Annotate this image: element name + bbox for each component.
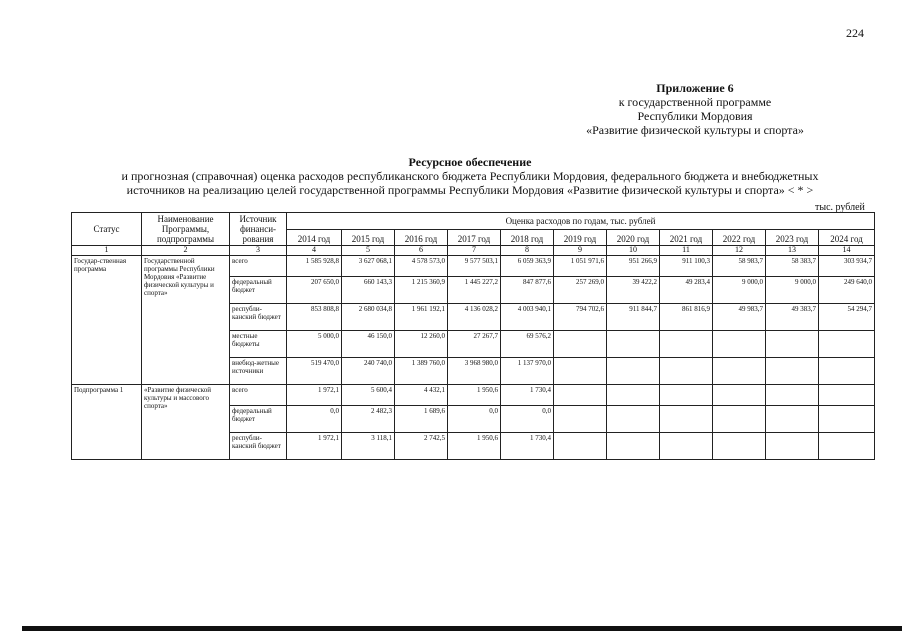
value-cell <box>554 433 607 460</box>
funding-source-cell: федеральный бюджет <box>230 406 287 433</box>
year-header: 2019 год <box>554 229 607 246</box>
value-cell: 0,0 <box>448 406 501 433</box>
value-cell: 9 000,0 <box>766 277 819 304</box>
value-cell <box>554 406 607 433</box>
year-header: 2018 год <box>501 229 554 246</box>
table-body <box>72 246 875 460</box>
value-cell <box>819 331 875 358</box>
value-cell: 2 680 034,8 <box>342 304 395 331</box>
value-cell <box>766 358 819 385</box>
value-cell <box>819 433 875 460</box>
column-number: 6 <box>395 246 448 256</box>
value-cell <box>660 331 713 358</box>
value-cell: 207 650,0 <box>287 277 342 304</box>
year-header: 2020 год <box>607 229 660 246</box>
appendix-line-1: к государственной программе <box>618 95 772 109</box>
year-header: 2016 год <box>395 229 448 246</box>
value-cell: 1 215 360,9 <box>395 277 448 304</box>
column-number: 8 <box>501 246 554 256</box>
funding-source-cell: всего <box>230 385 287 406</box>
year-header: 2024 год <box>819 229 875 246</box>
value-cell: 1 972,1 <box>287 433 342 460</box>
value-cell <box>713 331 766 358</box>
value-cell: 3 627 068,1 <box>342 256 395 277</box>
value-cell: 5 600,4 <box>342 385 395 406</box>
value-cell: 1 730,4 <box>501 433 554 460</box>
header-estimate: Оценка расходов по годам, тыс. рублей <box>287 213 875 230</box>
value-cell: 2 482,3 <box>342 406 395 433</box>
value-cell: 2 742,5 <box>395 433 448 460</box>
value-cell: 1 389 760,0 <box>395 358 448 385</box>
funding-source-cell: внебюд-жетные источники <box>230 358 287 385</box>
table-row <box>72 385 875 406</box>
value-cell: 27 267,7 <box>448 331 501 358</box>
column-number: 9 <box>554 246 607 256</box>
value-cell: 240 740,0 <box>342 358 395 385</box>
document-title <box>60 155 880 197</box>
year-header: 2017 год <box>448 229 501 246</box>
value-cell <box>713 385 766 406</box>
title-line-2: источников на реализацию целей государственной программы Республики Мордовия «Развитие физической культуры и спорта» < * > <box>126 183 814 197</box>
funding-source-cell: всего <box>230 256 287 277</box>
value-cell <box>713 433 766 460</box>
funding-source-cell: республи-канский бюджет <box>230 304 287 331</box>
year-header: 2022 год <box>713 229 766 246</box>
column-number: 11 <box>660 246 713 256</box>
value-cell: 911 844,7 <box>607 304 660 331</box>
value-cell <box>766 433 819 460</box>
column-number-row <box>72 246 875 256</box>
value-cell: 54 294,7 <box>819 304 875 331</box>
value-cell <box>660 385 713 406</box>
year-header: 2023 год <box>766 229 819 246</box>
value-cell <box>554 385 607 406</box>
appendix-header <box>560 81 830 137</box>
funding-source-cell: республи-канский бюджет <box>230 433 287 460</box>
value-cell: 4 432,1 <box>395 385 448 406</box>
value-cell: 951 266,9 <box>607 256 660 277</box>
column-number: 2 <box>142 246 230 256</box>
units-label: тыс. рублей <box>815 202 865 213</box>
value-cell: 1 972,1 <box>287 385 342 406</box>
value-cell: 249 640,0 <box>819 277 875 304</box>
value-cell <box>713 358 766 385</box>
value-cell: 49 983,7 <box>713 304 766 331</box>
column-number: 10 <box>607 246 660 256</box>
table-row <box>72 256 875 277</box>
value-cell <box>660 358 713 385</box>
value-cell: 3 118,1 <box>342 433 395 460</box>
funding-source-cell: местные бюджеты <box>230 331 287 358</box>
value-cell <box>819 358 875 385</box>
status-cell: Подпрограмма 1 <box>72 385 142 460</box>
column-number: 5 <box>342 246 395 256</box>
value-cell <box>713 406 766 433</box>
value-cell: 58 383,7 <box>766 256 819 277</box>
column-number: 1 <box>72 246 142 256</box>
column-number: 3 <box>230 246 287 256</box>
value-cell: 6 059 363,9 <box>501 256 554 277</box>
column-number: 14 <box>819 246 875 256</box>
value-cell <box>607 331 660 358</box>
program-name-cell: Государственной программы Республики Мордовия «Развитие физической культуры и спорта» <box>142 256 230 385</box>
column-number: 7 <box>448 246 501 256</box>
value-cell <box>766 406 819 433</box>
year-header: 2021 год <box>660 229 713 246</box>
value-cell <box>819 385 875 406</box>
value-cell: 39 422,2 <box>607 277 660 304</box>
value-cell: 1 730,4 <box>501 385 554 406</box>
page-number: 224 <box>846 26 864 40</box>
value-cell: 49 283,4 <box>660 277 713 304</box>
header-status: Статус <box>72 213 142 246</box>
appendix-title: Приложение 6 <box>656 81 734 95</box>
value-cell: 853 808,8 <box>287 304 342 331</box>
column-number: 4 <box>287 246 342 256</box>
value-cell: 1 961 192,1 <box>395 304 448 331</box>
value-cell <box>607 433 660 460</box>
value-cell: 4 578 573,0 <box>395 256 448 277</box>
value-cell: 5 000,0 <box>287 331 342 358</box>
value-cell <box>607 406 660 433</box>
title-heading: Ресурсное обеспечение <box>408 155 532 169</box>
value-cell: 49 383,7 <box>766 304 819 331</box>
value-cell: 0,0 <box>287 406 342 433</box>
value-cell: 58 983,7 <box>713 256 766 277</box>
year-header: 2014 год <box>287 229 342 246</box>
status-cell: Государ-ственная программа <box>72 256 142 385</box>
value-cell: 303 934,7 <box>819 256 875 277</box>
value-cell <box>766 385 819 406</box>
value-cell: 46 150,0 <box>342 331 395 358</box>
value-cell: 12 260,0 <box>395 331 448 358</box>
value-cell: 1 051 971,6 <box>554 256 607 277</box>
value-cell <box>554 331 607 358</box>
column-number: 12 <box>713 246 766 256</box>
value-cell: 847 877,6 <box>501 277 554 304</box>
value-cell: 861 816,9 <box>660 304 713 331</box>
value-cell: 9 577 503,1 <box>448 256 501 277</box>
value-cell: 3 968 980,0 <box>448 358 501 385</box>
value-cell: 660 143,3 <box>342 277 395 304</box>
value-cell: 1 445 227,2 <box>448 277 501 304</box>
year-header: 2015 год <box>342 229 395 246</box>
value-cell: 1 950,6 <box>448 385 501 406</box>
value-cell <box>607 385 660 406</box>
header-source: Источник финанси-рования <box>230 213 287 246</box>
value-cell: 519 470,0 <box>287 358 342 385</box>
value-cell: 9 000,0 <box>713 277 766 304</box>
title-line-1: и прогнозная (справочная) оценка расходов республиканского бюджета Республики Мордовия, федерального бюджета и внебюджетных <box>121 169 819 183</box>
scan-edge-bar <box>22 626 902 631</box>
value-cell: 4 136 028,2 <box>448 304 501 331</box>
budget-table <box>71 212 875 460</box>
value-cell: 257 269,0 <box>554 277 607 304</box>
value-cell <box>554 358 607 385</box>
value-cell: 1 137 970,0 <box>501 358 554 385</box>
funding-source-cell: федеральный бюджет <box>230 277 287 304</box>
appendix-line-2: Республики Мордовия <box>637 109 753 123</box>
value-cell: 4 003 940,1 <box>501 304 554 331</box>
column-number: 13 <box>766 246 819 256</box>
value-cell: 1 585 928,8 <box>287 256 342 277</box>
value-cell: 1 689,6 <box>395 406 448 433</box>
value-cell <box>660 406 713 433</box>
value-cell <box>819 406 875 433</box>
value-cell: 794 702,6 <box>554 304 607 331</box>
header-name: Наименование Программы, подпрограммы <box>142 213 230 246</box>
value-cell <box>766 331 819 358</box>
value-cell <box>607 358 660 385</box>
value-cell: 911 100,3 <box>660 256 713 277</box>
appendix-line-3: «Развитие физической культуры и спорта» <box>586 123 804 137</box>
value-cell: 1 950,6 <box>448 433 501 460</box>
program-name-cell: «Развитие физической культуры и массового спорта» <box>142 385 230 460</box>
value-cell <box>660 433 713 460</box>
value-cell: 0,0 <box>501 406 554 433</box>
value-cell: 69 576,2 <box>501 331 554 358</box>
